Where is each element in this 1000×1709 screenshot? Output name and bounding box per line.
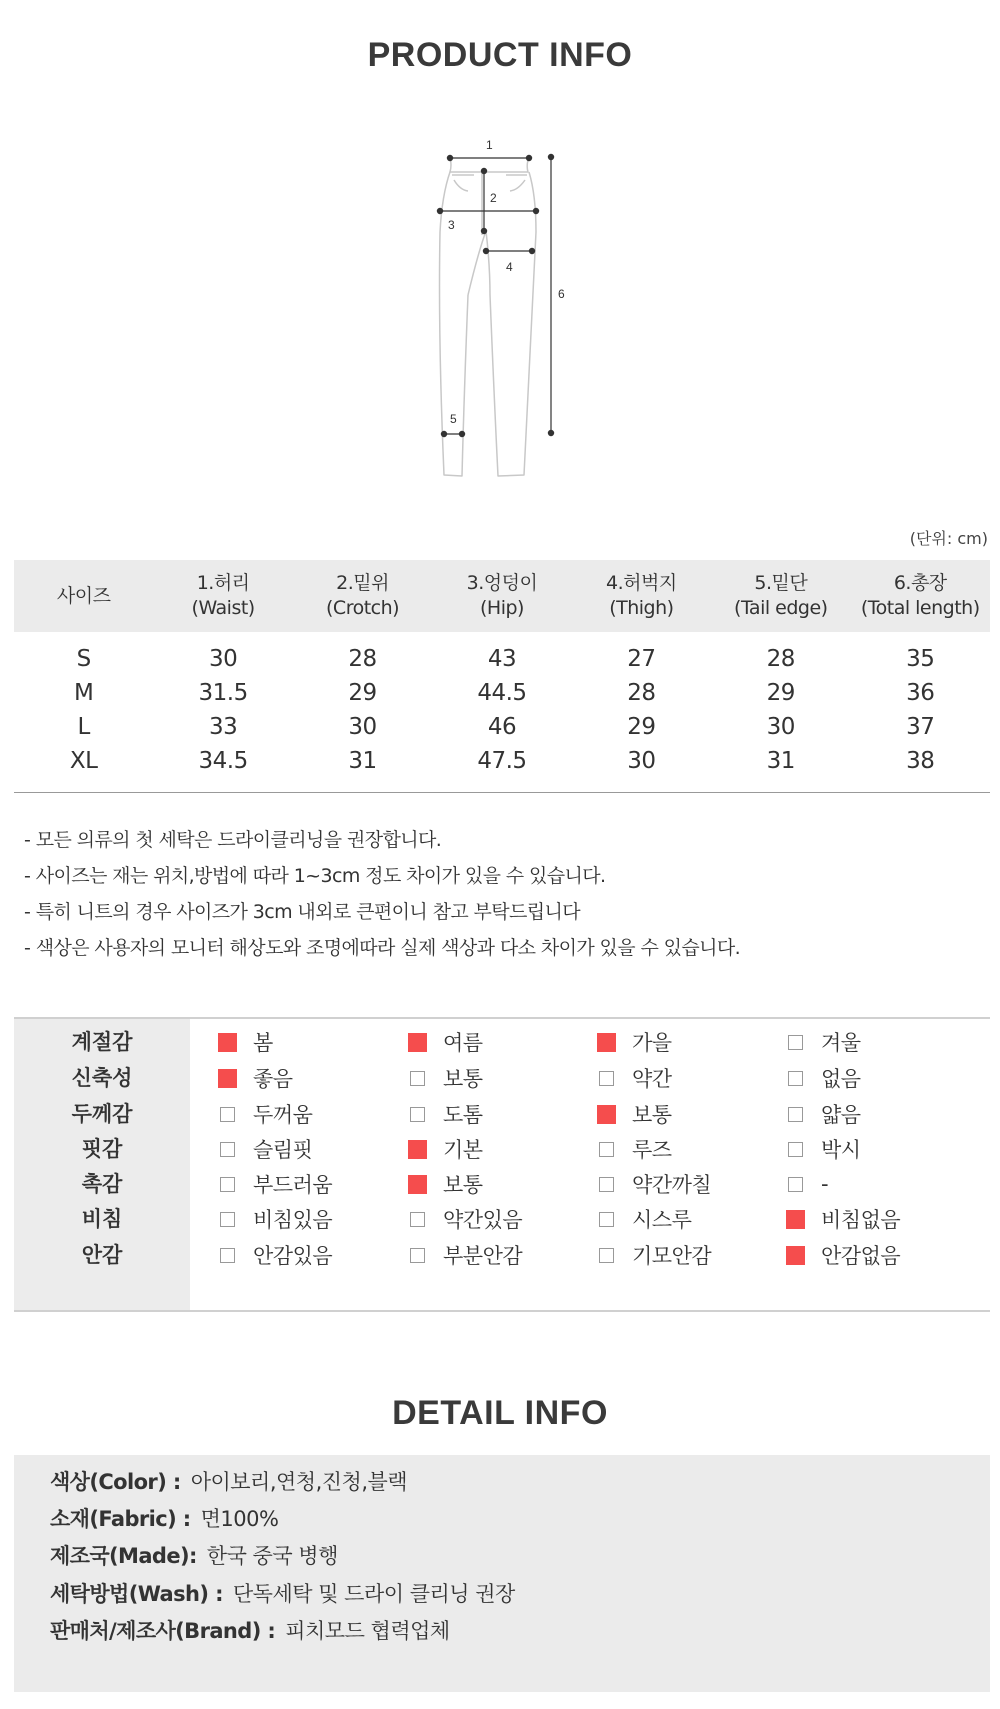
unchecked-box-icon <box>788 1071 803 1086</box>
detail-info-title: DETAIL INFO <box>392 1394 608 1432</box>
property-option <box>788 1200 900 1238</box>
measurement-cell: 36 <box>906 680 935 706</box>
property-option <box>599 1165 711 1203</box>
checked-box-icon <box>786 1210 805 1229</box>
size-table-header <box>14 560 990 632</box>
unchecked-box-icon <box>599 1248 614 1263</box>
measurement-cell: 30 <box>348 714 377 740</box>
property-option <box>788 1023 861 1061</box>
property-option <box>599 1023 672 1061</box>
property-label: 신축성 <box>71 1066 133 1090</box>
property-option <box>220 1059 293 1097</box>
measurement-cell: 30 <box>627 748 656 774</box>
property-option-label: 보통 <box>632 1103 672 1127</box>
property-option-label: 박시 <box>821 1138 861 1162</box>
property-option-label: 가을 <box>632 1031 672 1055</box>
property-row <box>14 1165 990 1203</box>
property-option <box>220 1200 332 1238</box>
detail-label: 소재(Fabric) : <box>50 1507 191 1531</box>
property-option-label: 기본 <box>443 1138 483 1162</box>
detail-value: 한국 중국 병행 <box>206 1544 338 1568</box>
property-option-label: 안감없음 <box>821 1244 901 1268</box>
property-option <box>788 1165 828 1203</box>
note-line: - 색상은 사용자의 모니터 해상도와 조명에따라 실제 색상과 다소 차이가 있을 수 있습니다. <box>24 937 741 959</box>
property-option <box>410 1200 522 1238</box>
size-label-cell: L <box>77 714 90 740</box>
property-option-label: 시스루 <box>632 1208 692 1232</box>
unchecked-box-icon <box>220 1177 235 1192</box>
detail-row <box>50 1535 338 1575</box>
measurement-cell: 29 <box>627 714 656 740</box>
checked-box-icon <box>597 1105 616 1124</box>
diagram-label-4: 4 <box>506 260 513 274</box>
property-label: 촉감 <box>81 1172 123 1196</box>
note-line: - 사이즈는 재는 위치,방법에 따라 1~3cm 정도 차이가 있을 수 있습니다. <box>24 865 606 887</box>
unit-note: (단위: cm) <box>909 529 988 548</box>
detail-label: 세탁방법(Wash) : <box>50 1582 223 1606</box>
header-total-length: 6.총장 (Total length) <box>860 572 980 619</box>
size-label-cell: S <box>76 646 91 672</box>
property-option-label: 보통 <box>443 1067 483 1091</box>
measurement-cell: 35 <box>906 646 935 672</box>
diagram-label-5: 5 <box>450 412 457 426</box>
property-option <box>410 1095 483 1133</box>
care-notes <box>24 822 740 966</box>
measurement-cell: 34.5 <box>198 748 248 774</box>
header-tail-edge: 5.밑단 (Tail edge) <box>734 572 828 619</box>
measurement-cell: 31 <box>766 748 795 774</box>
property-option <box>220 1023 273 1061</box>
property-option-label: 도톰 <box>443 1103 483 1127</box>
property-option <box>220 1130 312 1168</box>
property-option <box>599 1236 711 1274</box>
measurement-cell: 28 <box>348 646 377 672</box>
size-label-cell: M <box>74 680 94 706</box>
property-option <box>788 1059 861 1097</box>
property-option-label: 비침있음 <box>253 1208 333 1232</box>
detail-value: 면100% <box>200 1507 279 1531</box>
detail-label: 제조국(Made): <box>50 1544 197 1568</box>
detail-value: 단독세탁 및 드라이 클리닝 권장 <box>232 1582 515 1606</box>
property-row <box>14 1095 990 1133</box>
unchecked-box-icon <box>788 1177 803 1192</box>
header-crotch: 2.밑위 (Crotch) <box>326 572 400 619</box>
property-table <box>14 1017 990 1312</box>
property-option-label: 좋음 <box>253 1067 293 1091</box>
property-option-label: - <box>821 1172 829 1196</box>
unchecked-box-icon <box>410 1248 425 1263</box>
diagram-label-1: 1 <box>486 138 493 152</box>
property-option <box>788 1236 900 1274</box>
property-row <box>14 1023 990 1061</box>
property-option-label: 봄 <box>253 1031 273 1055</box>
property-label: 안감 <box>81 1243 123 1267</box>
detail-value: 아이보리,연청,진청,블랙 <box>190 1470 408 1494</box>
property-option-label: 안감있음 <box>253 1244 333 1268</box>
measurement-cell: 46 <box>487 714 517 740</box>
property-option <box>410 1165 483 1203</box>
measurement-cell: 33 <box>208 714 238 740</box>
property-option <box>788 1095 861 1133</box>
detail-label: 색상(Color) : <box>50 1470 181 1494</box>
note-line: - 모든 의류의 첫 세탁은 드라이클리닝을 권장합니다. <box>24 829 442 851</box>
checked-box-icon <box>218 1033 237 1052</box>
property-row <box>14 1200 990 1238</box>
property-option-label: 두꺼움 <box>253 1103 313 1127</box>
property-option <box>220 1095 312 1133</box>
unchecked-box-icon <box>410 1071 425 1086</box>
measurement-cell: 29 <box>348 680 377 706</box>
checked-box-icon <box>408 1175 427 1194</box>
product-info-title: PRODUCT INFO <box>367 36 633 74</box>
table-row <box>14 744 990 778</box>
header-size: 사이즈 <box>56 584 111 607</box>
detail-row <box>50 1573 515 1613</box>
property-option-label: 부드러움 <box>253 1173 333 1197</box>
pants-measurement-diagram <box>420 135 610 490</box>
unchecked-box-icon <box>220 1107 235 1122</box>
unchecked-box-icon <box>220 1142 235 1157</box>
unchecked-box-icon <box>410 1107 425 1122</box>
unchecked-box-icon <box>788 1035 803 1050</box>
property-row <box>14 1059 990 1097</box>
unchecked-box-icon <box>788 1142 803 1157</box>
property-label: 비침 <box>81 1207 123 1231</box>
property-label: 두께감 <box>71 1102 133 1126</box>
unchecked-box-icon <box>220 1248 235 1263</box>
size-table <box>14 560 990 793</box>
unchecked-box-icon <box>599 1177 614 1192</box>
property-option-label: 없음 <box>821 1067 861 1091</box>
property-row <box>14 1130 990 1168</box>
measurement-cell: 28 <box>627 680 656 706</box>
property-option-label: 겨울 <box>821 1031 861 1055</box>
measurement-cell: 38 <box>906 748 935 774</box>
table-row <box>14 676 990 710</box>
header-hip: 3.엉덩이 (Hip) <box>466 572 538 619</box>
unchecked-box-icon <box>410 1212 425 1227</box>
property-option <box>599 1059 672 1097</box>
checked-box-icon <box>408 1140 427 1159</box>
property-option <box>599 1200 691 1238</box>
table-row <box>14 710 990 744</box>
property-option-label: 약간 <box>632 1067 672 1091</box>
size-table-body <box>14 632 990 792</box>
detail-info-box <box>14 1455 990 1692</box>
detail-row <box>50 1610 450 1650</box>
property-option <box>220 1236 332 1274</box>
property-label: 계절감 <box>71 1030 133 1054</box>
measurement-cell: 27 <box>627 646 656 672</box>
detail-row <box>50 1498 278 1538</box>
note-line: - 특히 니트의 경우 사이즈가 3cm 내외로 큰편이니 참고 부탁드립니다 <box>24 901 581 923</box>
property-option-label: 여름 <box>443 1031 483 1055</box>
property-option-label: 슬림핏 <box>253 1138 313 1162</box>
property-option-label: 부분안감 <box>443 1244 523 1268</box>
property-option <box>410 1130 483 1168</box>
diagram-label-6: 6 <box>558 287 565 301</box>
property-option-label: 약간있음 <box>443 1208 523 1232</box>
unchecked-box-icon <box>788 1107 803 1122</box>
measurement-cell: 47.5 <box>477 748 527 774</box>
property-option-label: 루즈 <box>632 1138 672 1162</box>
unchecked-box-icon <box>599 1071 614 1086</box>
checked-box-icon <box>408 1033 427 1052</box>
property-option <box>410 1059 483 1097</box>
checked-box-icon <box>786 1246 805 1265</box>
unchecked-box-icon <box>599 1142 614 1157</box>
measurement-cell: 28 <box>766 646 795 672</box>
property-option-label: 기모안감 <box>632 1244 712 1268</box>
property-label: 핏감 <box>81 1137 123 1161</box>
property-option-label: 보통 <box>443 1173 483 1197</box>
unchecked-box-icon <box>599 1212 614 1227</box>
checked-box-icon <box>218 1069 237 1088</box>
header-waist: 1.허리 (Waist) <box>191 572 255 619</box>
property-option <box>599 1130 672 1168</box>
property-option-label: 약간까칠 <box>632 1173 712 1197</box>
measurement-cell: 30 <box>766 714 795 740</box>
property-option-label: 비침없음 <box>821 1208 901 1232</box>
property-option <box>599 1095 672 1133</box>
property-option <box>788 1130 861 1168</box>
detail-label: 판매처/제조사(Brand) : <box>50 1619 276 1643</box>
header-thigh: 4.허벅지 (Thigh) <box>606 572 677 619</box>
measurement-cell: 43 <box>487 646 517 672</box>
property-option <box>410 1236 522 1274</box>
detail-value: 피치모드 협력업체 <box>285 1619 450 1643</box>
detail-row <box>50 1461 407 1501</box>
measurement-cell: 31.5 <box>198 680 248 706</box>
table-row <box>14 642 990 676</box>
property-row <box>14 1236 990 1274</box>
property-option-label: 얇음 <box>821 1103 861 1127</box>
diagram-label-3: 3 <box>448 218 455 232</box>
property-option <box>410 1023 483 1061</box>
measurement-cell: 29 <box>766 680 795 706</box>
measurement-cell: 30 <box>208 646 238 672</box>
unchecked-box-icon <box>220 1212 235 1227</box>
diagram-label-2: 2 <box>490 191 497 205</box>
size-label-cell: XL <box>69 748 98 774</box>
checked-box-icon <box>597 1033 616 1052</box>
property-option <box>220 1165 332 1203</box>
measurement-cell: 37 <box>906 714 935 740</box>
measurement-cell: 44.5 <box>477 680 527 706</box>
measurement-cell: 31 <box>348 748 377 774</box>
